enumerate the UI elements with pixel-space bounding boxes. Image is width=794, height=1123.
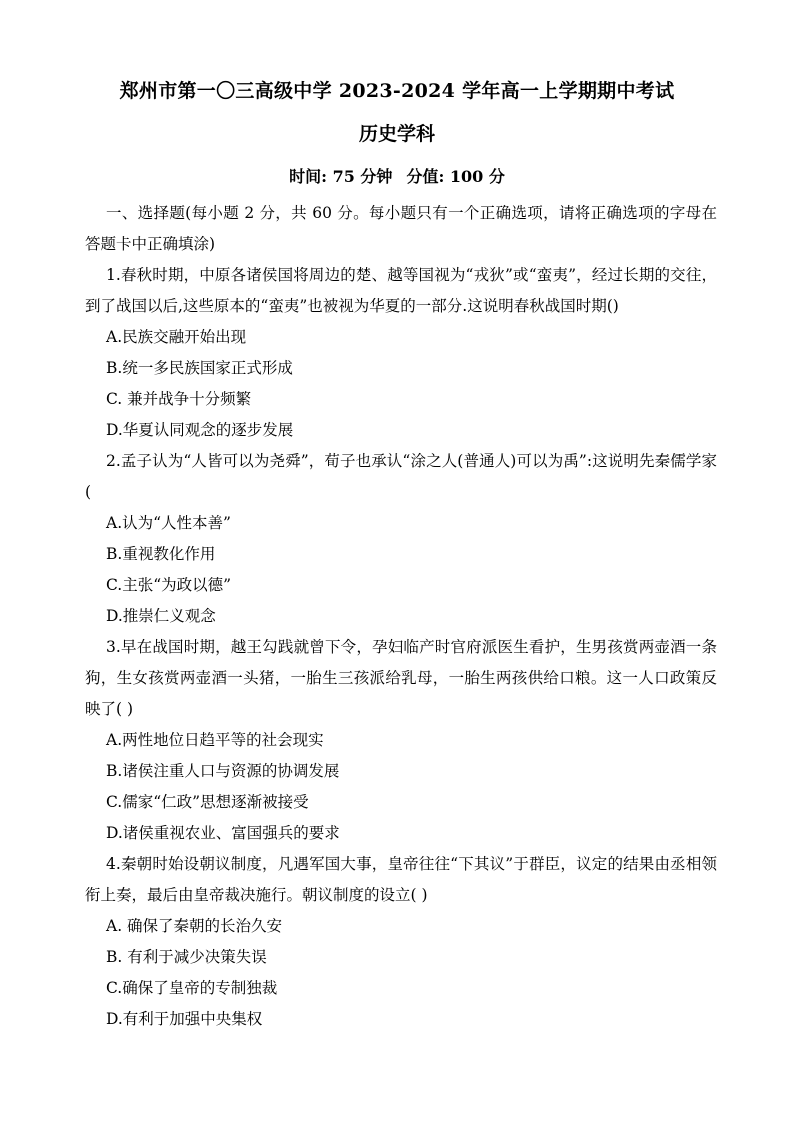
option-a: A.民族交融开始出现 bbox=[106, 328, 247, 346]
option-b: B. 有利于减少决策失误 bbox=[106, 948, 267, 966]
exam-body bbox=[85, 198, 717, 1035]
option-d: D.推崇仁义观念 bbox=[106, 607, 216, 625]
exam-meta bbox=[0, 164, 794, 187]
question-2 bbox=[85, 446, 717, 632]
question-4 bbox=[85, 849, 717, 1035]
option-a: A.两性地位日趋平等的社会现实 bbox=[106, 731, 324, 749]
score-label: 分值: 100 分 bbox=[406, 167, 505, 186]
question-3 bbox=[85, 632, 717, 849]
question-stem: 4.秦朝时始设朝议制度，凡遇军国大事，皇帝往往“下其议”于群臣，议定的结果由丞相领衔上奏，最后由皇帝裁决施行。朝议制度的设立( ) bbox=[85, 855, 717, 904]
option-c: C.儒家“仁政”思想逐渐被接受 bbox=[106, 793, 309, 811]
option-b: B.重视教化作用 bbox=[106, 545, 216, 563]
option-c: C.主张“为政以德” bbox=[106, 576, 232, 594]
option-b: B.统一多民族国家正式形成 bbox=[106, 359, 293, 377]
subject-title: 历史学科 bbox=[358, 123, 435, 145]
option-a: A. 确保了秦朝的长治久安 bbox=[106, 917, 283, 935]
option-a: A.认为“人性本善” bbox=[106, 514, 231, 532]
option-d: D.有利于加强中央集权 bbox=[106, 1010, 263, 1028]
question-stem: 2.孟子认为“人皆可以为尧舜”，荀子也承认“涂之人(普通人)可以为禹”:这说明先秦儒学家( bbox=[85, 452, 717, 501]
exam-title: 郑州市第一〇三高级中学 2023-2024 学年高一上学期期中考试 bbox=[119, 80, 675, 102]
option-c: C.确保了皇帝的专制独裁 bbox=[106, 979, 278, 997]
question-stem: 1.春秋时期，中原各诸侯国将周边的楚、越等国视为“戎狄”或“蛮夷”，经过长期的交往，到了战国以后,这些原本的“蛮夷”也被视为华夏的一部分.这说明春秋战国时期() bbox=[85, 266, 717, 315]
option-d: D.华夏认同观念的逐步发展 bbox=[106, 421, 294, 439]
time-label: 时间: 75 分钟 bbox=[289, 167, 393, 186]
option-c: C. 兼并战争十分频繁 bbox=[106, 390, 252, 408]
question-stem: 3.早在战国时期，越王勾践就曾下令，孕妇临产时官府派医生看护，生男孩赏两壶酒一条狗，生女孩赏两壶酒一头猪，一胎生三孩派给乳母，一胎生两孩供给口粮。这一人口政策反映了( ) bbox=[85, 638, 717, 718]
option-d: D.诸侯重视农业、富国强兵的要求 bbox=[106, 824, 340, 842]
option-b: B.诸侯注重人口与资源的协调发展 bbox=[106, 762, 340, 780]
section-instructions: 一、选择题(每小题 2 分，共 60 分。每小题只有一个正确选项，请将正确选项的字母在答题卡中正确填涂) bbox=[85, 204, 717, 253]
question-1 bbox=[85, 260, 717, 446]
